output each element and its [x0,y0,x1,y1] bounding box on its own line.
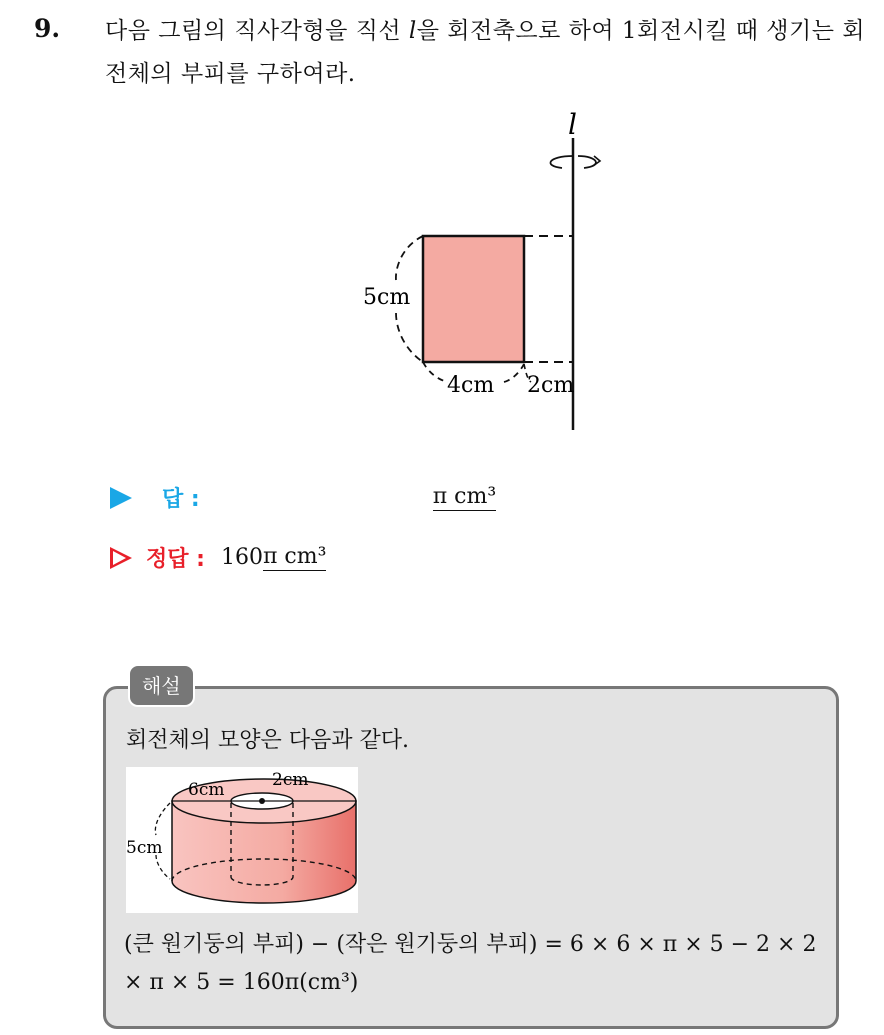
cyl-inner-label: 2cm [272,770,309,790]
correct-answer-row [110,542,326,573]
solution-equation: (큰 원기둥의 부피) − (작은 원기둥의 부피) = 6 × 6 × π × 5 − 2 × 2 × π × 5 = 160π(cm³) [124,932,817,995]
gap-label: 2cm [527,373,575,398]
cyl-height-label: 5cm [126,838,163,858]
question-text: 다음 그림의 직사각형을 직선 l을 회전축으로 하여 1회전시킬 때 생기는 회전체의 부피를 구하여라. [105,18,865,87]
width-label: 4cm [447,373,495,398]
height-label: 5cm [363,285,411,310]
answer-value: π cm³ [432,484,497,509]
correct-label: 정답 : [146,547,205,572]
rotation-figure [350,108,620,438]
correct-number: 160 [220,545,263,570]
cylinder-figure [126,767,358,913]
solution-tag: 해설 [128,664,195,707]
answer-row [110,482,496,513]
solution-line1: 회전체의 모양은 다음과 같다. [126,728,409,753]
question-number: 9. [34,14,61,43]
answer-label: 답 : [162,487,200,512]
rectangle-shape [423,236,524,362]
axis-label: l [568,108,577,141]
correct-unit: π cm³ [262,544,327,569]
play-icon [110,487,132,509]
outline-play-icon [110,547,132,569]
cyl-outer-label: 6cm [188,780,225,800]
